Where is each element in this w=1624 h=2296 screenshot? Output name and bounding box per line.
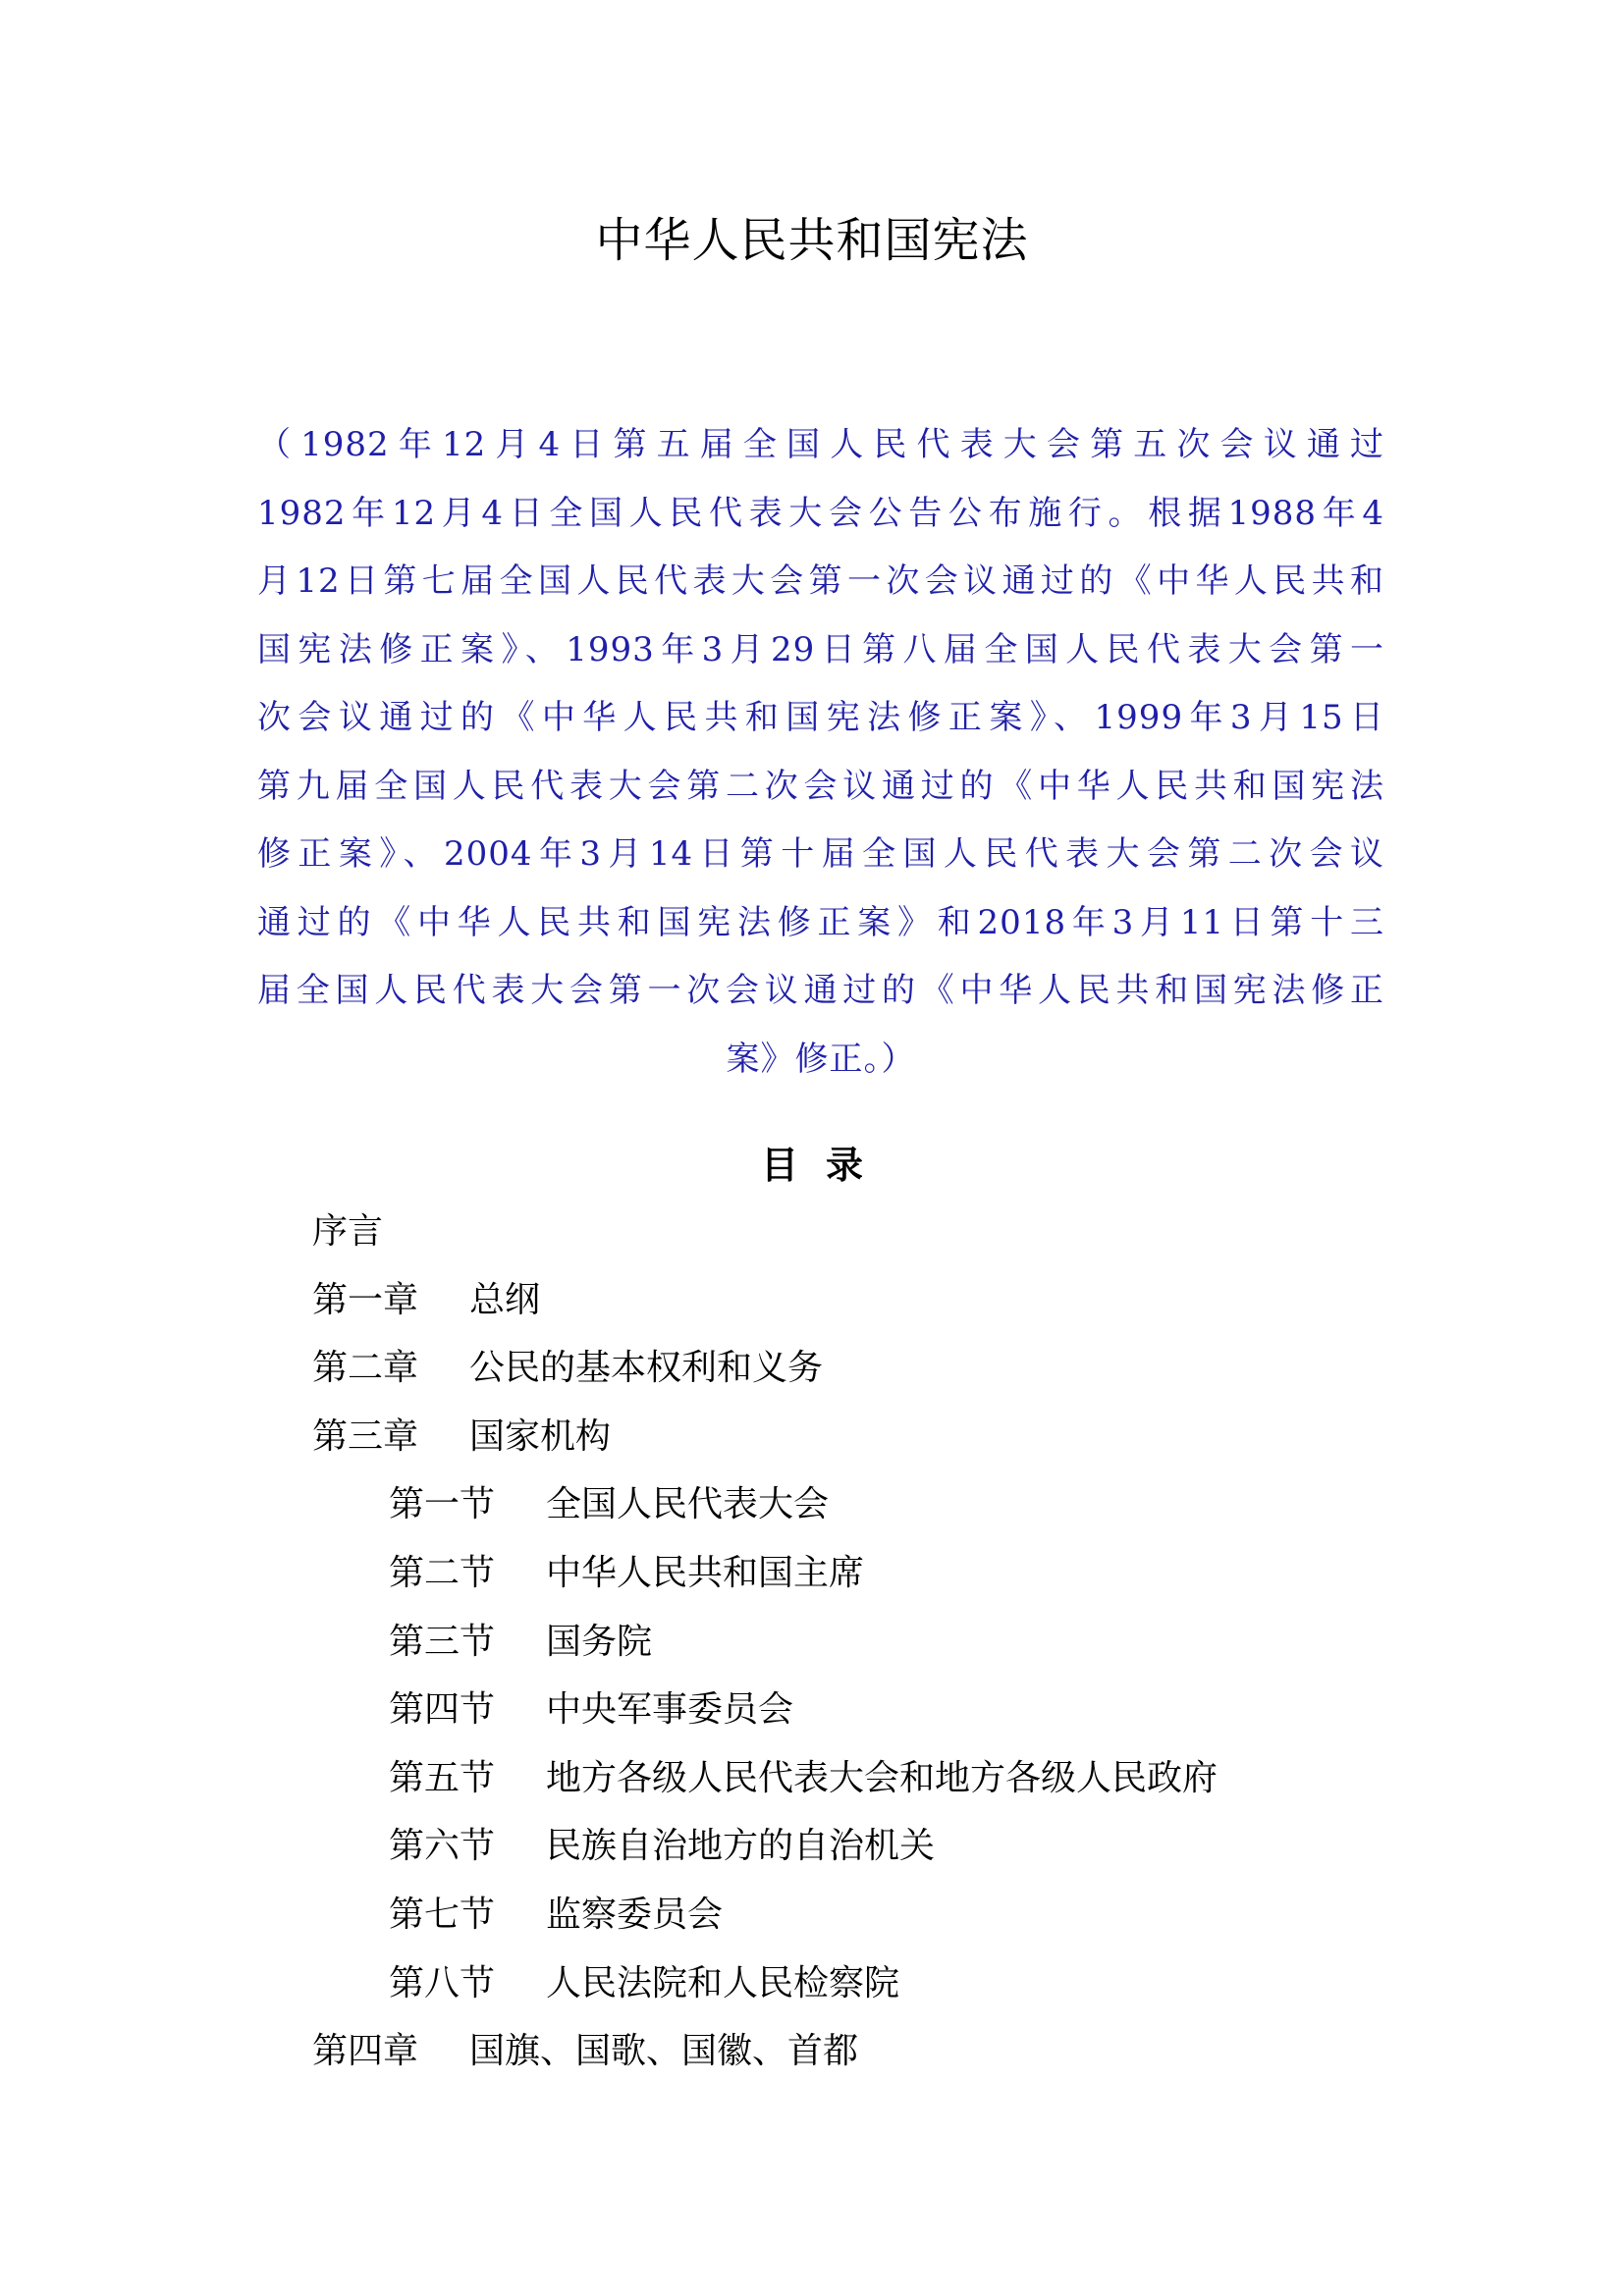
preamble-line: 第九届全国人民代表大会第二次会议通过的《中华人民共和国宪法 xyxy=(257,766,1384,806)
preamble-line: 案》修正。） xyxy=(726,1039,916,1079)
toc-item-number: 第八节 xyxy=(389,1962,496,2003)
toc-item-title: 序言 xyxy=(312,1211,384,1252)
toc-item-number: 第二章 xyxy=(312,1348,419,1389)
toc-item-title: 民族自治地方的自治机关 xyxy=(546,1826,936,1867)
toc-item-title: 国务院 xyxy=(546,1621,653,1662)
toc-item-section-7 xyxy=(0,1881,1624,1949)
preamble-line: 届全国人民代表大会第一次会议通过的《中华人民共和国宪法修正 xyxy=(257,971,1384,1010)
toc-item-number: 第三章 xyxy=(312,1415,419,1457)
toc-item-section-2 xyxy=(0,1539,1624,1608)
toc-heading: 目录 xyxy=(760,1143,891,1187)
toc-item-title: 监察委员会 xyxy=(546,1894,724,1935)
toc-item-section-1 xyxy=(0,1470,1624,1539)
toc-item-section-8 xyxy=(0,1949,1624,2018)
toc-item-section-5 xyxy=(0,1744,1624,1813)
toc-item-number: 第二节 xyxy=(389,1552,496,1593)
preamble-line: 次会议通过的《中华人民共和国宪法修正案》、1999年3月15日 xyxy=(257,698,1384,737)
toc-item-title: 公民的基本权利和义务 xyxy=(469,1348,824,1389)
toc-item-title: 中央军事委员会 xyxy=(546,1689,794,1731)
toc-item-section-3 xyxy=(0,1608,1624,1677)
preamble-line: 1982年12月4日全国人民代表大会公告公布施行。根据1988年4 xyxy=(257,493,1384,533)
toc-item-number: 第六节 xyxy=(389,1826,496,1867)
toc-item-title: 人民法院和人民检察院 xyxy=(546,1962,900,2003)
preamble-line: 月12日第七届全国人民代表大会第一次会议通过的《中华人民共和 xyxy=(257,561,1384,601)
toc-item-section-6 xyxy=(0,1812,1624,1881)
preamble-line: 通过的《中华人民共和国宪法修正案》和2018年3月11日第十三 xyxy=(257,902,1384,942)
toc-item-section-4 xyxy=(0,1676,1624,1744)
toc-item-title: 总纲 xyxy=(469,1279,541,1320)
preamble-line: 国宪法修正案》、1993年3月29日第八届全国人民代表大会第一 xyxy=(257,629,1384,669)
toc-item-title: 全国人民代表大会 xyxy=(546,1484,830,1525)
toc-item-title: 国旗、国歌、国徽、首都 xyxy=(469,2031,859,2072)
toc-item-chapter-3 xyxy=(0,1403,1624,1471)
toc-item-chapter-4 xyxy=(0,2017,1624,2086)
toc-item-title: 中华人民共和国主席 xyxy=(546,1552,865,1593)
toc-item-number: 第四章 xyxy=(312,2031,419,2072)
toc-item-title: 地方各级人民代表大会和地方各级人民政府 xyxy=(546,1757,1218,1798)
toc-item-chapter-2 xyxy=(0,1334,1624,1403)
toc-item-number: 第三节 xyxy=(389,1621,496,1662)
toc-item-title: 国家机构 xyxy=(469,1415,612,1457)
toc-item-chapter-1 xyxy=(0,1266,1624,1335)
page-title: 中华人民共和国宪法 xyxy=(595,213,1029,268)
toc-item-number: 第一章 xyxy=(312,1279,419,1320)
preamble xyxy=(257,411,1384,1094)
table-of-contents xyxy=(0,1198,1624,2086)
preamble-line: （1982年12月4日第五届全国人民代表大会第五次会议通过 xyxy=(257,425,1384,464)
toc-item-number: 第一节 xyxy=(389,1484,496,1525)
toc-item-preface xyxy=(0,1198,1624,1266)
toc-item-number: 第四节 xyxy=(389,1689,496,1731)
preamble-line: 修正案》、2004年3月14日第十届全国人民代表大会第二次会议 xyxy=(257,834,1384,874)
toc-item-number: 第五节 xyxy=(389,1757,496,1798)
toc-item-number: 第七节 xyxy=(389,1894,496,1935)
